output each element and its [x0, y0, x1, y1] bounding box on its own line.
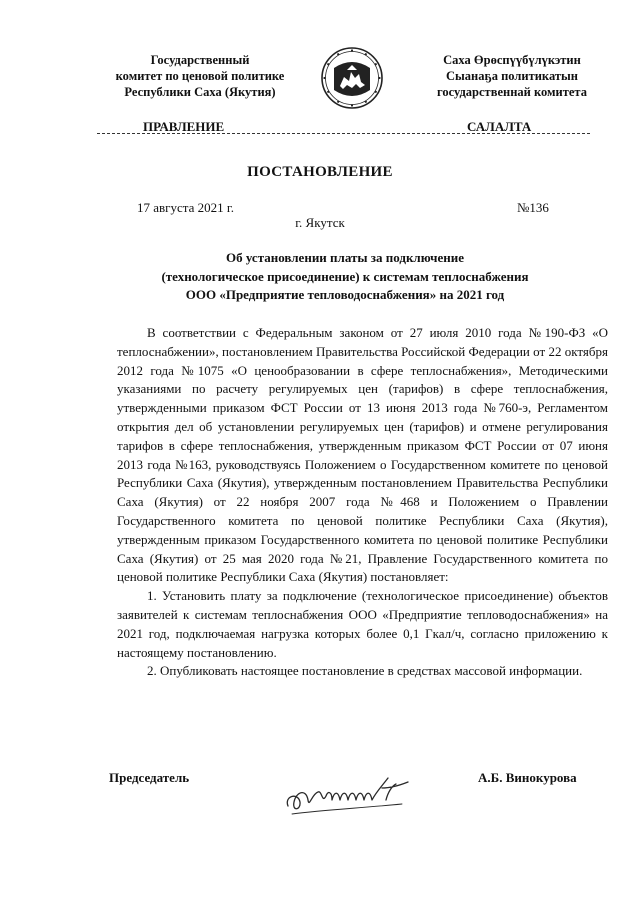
header-left-line-1: Государственный [150, 53, 250, 67]
header-right-line-1: Саха Өрөспүүбүлүкэтин [443, 53, 581, 67]
signatory-name: А.Б. Винокурова [478, 770, 577, 785]
paragraph-item-2: 2. Опубликовать настоящее постановление в средствах массовой информации. [147, 663, 583, 679]
header-left-block [90, 52, 310, 100]
coat-of-arms-icon [320, 46, 384, 110]
document-body [117, 324, 608, 681]
board-label-sakha: САЛАЛТА [467, 119, 532, 134]
header-left-line-3: Республики Саха (Якутия) [124, 85, 276, 99]
document-subject [95, 249, 595, 305]
header-left-line-2: комитет по ценовой политике [115, 69, 285, 83]
header-right-line-3: государственнай комитета [437, 85, 587, 99]
board-label-russian: ПРАВЛЕНИЕ [143, 119, 225, 134]
document-type-title: ПОСТАНОВЛЕНИЕ [247, 164, 393, 180]
document-date: 17 августа 2021 г. [137, 200, 234, 215]
subject-line-3: ООО «Предприятие тепловодоснабжения» на 2021 год [185, 287, 505, 302]
document-number: №136 [517, 200, 549, 215]
header-right-block [402, 52, 622, 100]
document-city: г. Якутск [295, 215, 345, 230]
paragraph-item-1: 1. Установить плату за подключение (технологическое присоединение) объектов заявителей к системам теплоснабжения ООО «Предприятие тепловодоснабжения» на 2021 год, подключаемая нагрузка которых более 0,1 Гкал/ч, согласно приложению к настоящему постановлению. [117, 588, 608, 660]
header-right-line-2: Сыанаҕа политикатын [446, 69, 578, 83]
subject-line-1: Об установлении платы за подключение [225, 250, 465, 265]
signatory-title: Председатель [109, 770, 190, 785]
subject-line-2: (технологическое присоединение) к системам теплоснабжения [161, 268, 529, 284]
handwritten-signature-icon [282, 770, 428, 822]
paragraph-preamble: В соответствии с Федеральным законом от 27 июля 2010 года №190-ФЗ «О теплоснабжении», постановлением Правительства Российской Федерации от 22 октября 2012 года №1075 «О ценообразовании в сфере теплоснабжения», Методическими указаниями по расчету регулируемых цен (тарифов) в сфере теплоснабжения, утвержденными приказом ФСТ России от 13 июня 2013 года №760-э, Регламентом открытия дел об установлении регулируемых цен (тарифов) и отмене регулирования тарифов в сфере теплоснабжения, утвержденным приказом ФСТ России от 07 июня 2013 года №163, руководствуясь Положением о Государственном комитете по ценовой Республики Саха (Якутия), утвержденным постановлением Правительства Республики Саха (Якутия) от 22 ноября 2007 года №468 и Положением о Правлении Государственного комитета по ценовой политике Республики Саха (Якутия), утвержденным приказом Государственного комитета по ценовой политике Республики Саха (Якутия) от 25 мая 2020 года №21, Правление Государственного комитета по ценовой политике Республики Саха (Якутия) постановляет: [117, 325, 608, 585]
header-divider [97, 133, 590, 134]
